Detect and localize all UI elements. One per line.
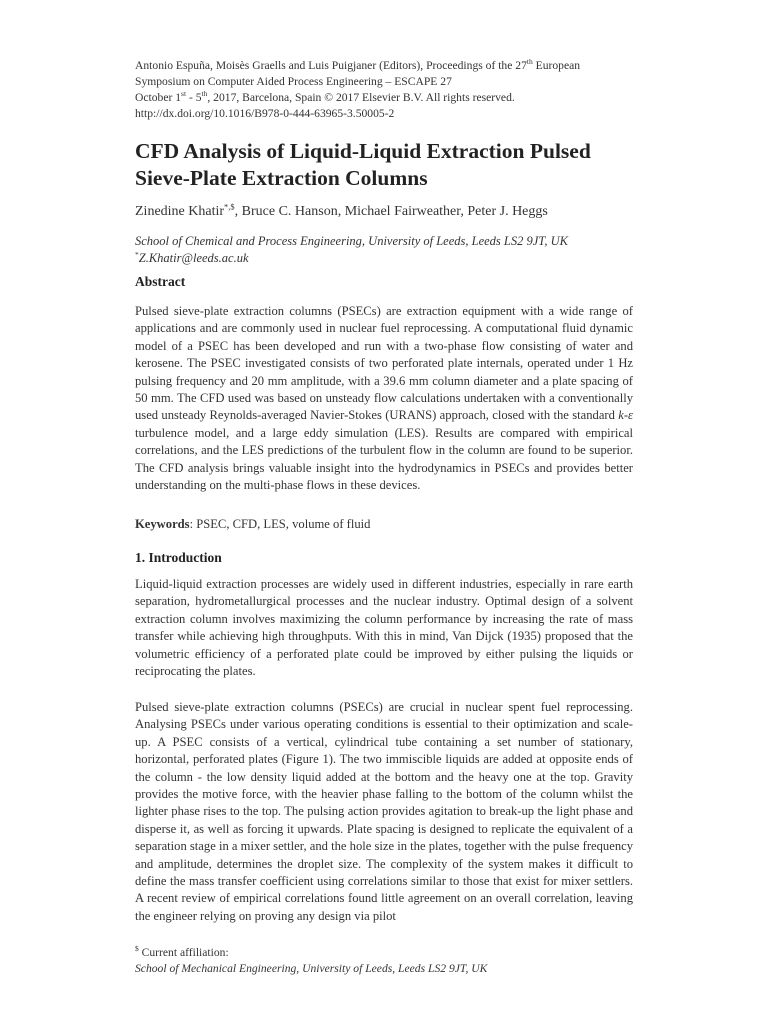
- introduction-paragraph-2: Pulsed sieve-plate extraction columns (PSECs) are crucial in nuclear spent fuel reprocessing. Analysing PSECs under various operating conditions is essential to their optimization and scale-up. A PSEC consists of a vertical, cylindrical tube containing a set number of stationary, horizontal, perforated plates (Figure 1). The two immiscible liquids are added at opposite ends of the column - the low density liquid added at the bottom and the heavy one at the top. Gravity provides the motive force, with the heavier phase falling to the bottom of the column whilst the lighter phase rises to the top. The pulsing action provides agitation to break-up the light phase and disperse it, as well as forcing it upwards. Plate spacing is designed to replicate the equivalent of a separation stage in a mixer settler, and the hole size in the plates, together with the pulse frequency and amplitude, determines the droplet size. The complexity of the system makes it difficult to define the mass transfer coefficient using correlations similar to those that exist for mixer settlers. A recent review of empirical correlations found little agreement on an overall correlation, leaving the engineer relying on proving any design via pilot: [135, 700, 633, 923]
- author-list: Zinedine Khatir*,$, Bruce C. Hanson, Michael Fairweather, Peter J. Heggs: [135, 201, 548, 219]
- abstract-text: Pulsed sieve-plate extraction columns (PSECs) are extraction equipment with a wide range of applications and are commonly used in nuclear fuel reprocessing. A computational fluid dynamic model of a PSEC has been developed and run with a two-phase flow consisting of water and kerosene. The PSEC investigated consists of two perforated plate internals, operated under 1 Hz pulsing frequency and 20 mm amplitude, with a 39.6 mm column diameter and a plate spacing of 50 mm. The CFD used was based on unsteady flow calculations undertaken with a conventionally used unsteady Reynolds-averaged Navier-Stokes (URANS) approach, closed with the standard k-ε turbulence model, and a large eddy simulation (LES). Results are compared with empirical correlations, and the LES predictions of the turbulent flow in the column are found to be superior. The CFD analysis brings valuable insight into the hydrodynamics in PSECs and provides better understanding on the multi-phase flows in these devices.: [135, 304, 633, 493]
- keywords: [135, 517, 370, 532]
- affiliation-school: School of Chemical and Process Engineering, University of Leeds, Leeds LS2 9JT, UK: [135, 234, 568, 248]
- abstract-heading: Abstract: [135, 274, 186, 289]
- keywords-value: : PSEC, CFD, LES, volume of fluid: [189, 517, 371, 531]
- doi-link[interactable]: http://dx.doi.org/10.1016/B978-0-444-63965-3.50005-2: [135, 107, 395, 120]
- footnote: $ Current affiliation: School of Mechanical Engineering, University of Leeds, Leeds LS2 9JT, UK: [135, 944, 488, 975]
- affiliation: School of Chemical and Process Engineering, University of Leeds, Leeds LS2 9JT, UK *Z.Khatir@leeds.ac.uk: [135, 234, 568, 265]
- paper-title: CFD Analysis of Liquid-Liquid Extraction Pulsed Sieve-Plate Extraction Columns: [135, 139, 591, 190]
- proceedings-header: [135, 58, 633, 122]
- header-line2: Symposium on Computer Aided Process Engineering – ESCAPE 27: [135, 75, 452, 88]
- introduction-paragraph-1: Liquid-liquid extraction processes are widely used in different industries, especially in rare earth separation, hydrometallurgical processes and the nuclear industry. Optimal design of a solvent extraction column involves maximizing the column performance by increasing the rate of mass transfer while achieving high throughputs. With this in mind, Van Dijck (1935) proposed that the volumetric efficiency of a perforated plate could be improved by either pulsing the liquids or reciprocating the plates.: [135, 577, 633, 679]
- header-line1: Antonio Espuña, Moisès Graells and Luis Puigjaner (Editors), Proceedings of the 27th European: [135, 57, 581, 72]
- header-line3: October 1st - 5th, 2017, Barcelona, Spain © 2017 Elsevier B.V. All rights reserved.: [135, 89, 515, 104]
- author-marker: *,$: [224, 201, 235, 212]
- footnote-school: School of Mechanical Engineering, University of Leeds, Leeds LS2 9JT, UK: [135, 962, 488, 975]
- footnote-label: Current affiliation:: [138, 946, 229, 959]
- contact-email[interactable]: Z.Khatir@leeds.ac.uk: [138, 251, 249, 265]
- introduction-heading: 1. Introduction: [135, 550, 222, 565]
- keywords-label: Keywords: [135, 517, 190, 531]
